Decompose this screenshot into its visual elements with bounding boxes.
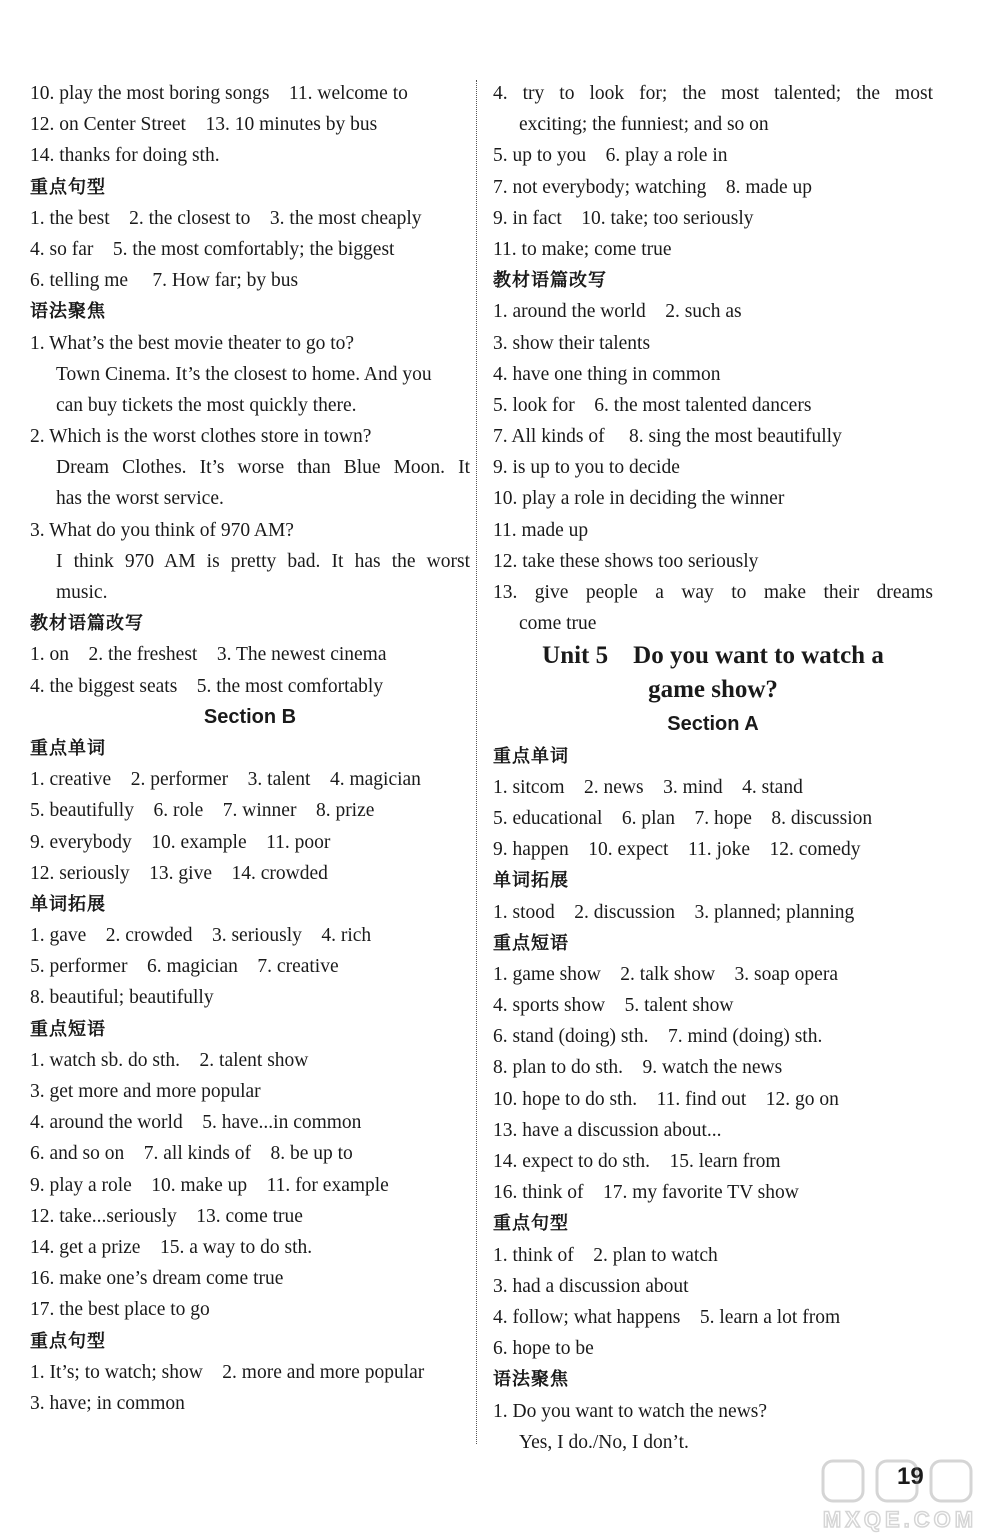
- answer-line: Town Cinema. It’s the closest to home. And you: [56, 363, 432, 385]
- section-heading: 重点单词: [30, 737, 106, 759]
- section-heading: 重点短语: [30, 1018, 106, 1040]
- answer-line: 13. give people a way to make their dreams: [493, 582, 933, 603]
- answer-line: 1. It’s; to watch; show 2. more and more popular: [30, 1361, 425, 1383]
- answer-line: 6. and so on 7. all kinds of 8. be up to: [30, 1143, 353, 1165]
- answer-line: 16. make one’s dream come true: [30, 1268, 284, 1290]
- answer-line: 10. play the most boring songs 11. welcome to: [30, 83, 408, 104]
- answer-line: 1. game show 2. talk show 3. soap opera: [493, 963, 838, 985]
- section-heading: 语法聚焦: [493, 1369, 569, 1391]
- answer-line: 3. have; in common: [30, 1392, 185, 1414]
- answer-line: 2. Which is the worst clothes store in town?: [30, 426, 372, 448]
- answer-line: 6. hope to be: [493, 1338, 594, 1360]
- answer-line: 9. is up to you to decide: [493, 457, 680, 479]
- answer-line: 12. take...seriously 13. come true: [30, 1205, 303, 1227]
- answer-line: Yes, I do./No, I don’t.: [519, 1431, 689, 1453]
- answer-line: 1. gave 2. crowded 3. seriously 4. rich: [30, 925, 372, 947]
- answer-line: 5. up to you 6. play a role in: [493, 145, 728, 167]
- unit-title-line: Unit 5 Do you want to watch a: [542, 642, 884, 670]
- answer-line: exciting; the funniest; and so on: [519, 114, 769, 136]
- answer-line: 9. happen 10. expect 11. joke 12. comedy: [493, 839, 861, 861]
- answer-line: 12. on Center Street 13. 10 minutes by bus: [30, 114, 378, 136]
- section-heading: 重点单词: [493, 745, 569, 767]
- answer-line: 4. around the world 5. have...in common: [30, 1112, 362, 1134]
- section-title: Section B: [203, 705, 297, 728]
- answer-line: 1. the best 2. the closest to 3. the most cheaply: [30, 207, 422, 229]
- answer-line: 3. get more and more popular: [30, 1081, 261, 1102]
- answer-line: 11. made up: [493, 519, 589, 541]
- section-heading: 重点句型: [30, 176, 106, 198]
- answer-line: 12. take these shows too seriously: [493, 550, 759, 572]
- left-column: [30, 78, 470, 1419]
- answer-line: can buy tickets the most quickly there.: [56, 394, 357, 416]
- answer-line: 4. follow; what happens 5. learn a lot from: [493, 1306, 841, 1328]
- section-heading: 教材语篇改写: [30, 613, 144, 635]
- answer-line: 3. What do you think of 970 AM?: [30, 519, 294, 541]
- answer-line: has the worst service.: [56, 488, 224, 510]
- section-title: Section A: [667, 713, 759, 736]
- answer-line: 3. had a discussion about: [493, 1275, 689, 1297]
- answer-line: 5. beautifully 6. role 7. winner 8. prize: [30, 800, 375, 822]
- answer-line: come true: [519, 613, 597, 635]
- unit-title: [493, 639, 933, 709]
- watermark-logo: [815, 1455, 985, 1533]
- answer-line: 1. What’s the best movie theater to go to?: [30, 332, 355, 354]
- answer-line: 4. sports show 5. talent show: [493, 995, 734, 1017]
- column-divider: [476, 80, 477, 1444]
- page-number: 19: [897, 1463, 924, 1490]
- section-heading: 语法聚焦: [30, 301, 106, 323]
- answer-line: 9. everybody 10. example 11. poor: [30, 831, 331, 853]
- answer-line: 9. play a role 10. make up 11. for example: [30, 1174, 389, 1196]
- answer-line: 16. think of 17. my favorite TV show: [493, 1182, 799, 1204]
- answer-line: 1. sitcom 2. news 3. mind 4. stand: [493, 776, 803, 798]
- section-heading: 重点句型: [30, 1330, 106, 1352]
- section-heading: 教材语篇改写: [493, 270, 607, 292]
- answer-line: 5. performer 6. magician 7. creative: [30, 956, 339, 978]
- answer-line: 4. have one thing in common: [493, 363, 721, 385]
- answer-line: 1. stood 2. discussion 3. planned; planning: [493, 901, 855, 923]
- answer-line: 5. look for 6. the most talented dancers: [493, 394, 812, 416]
- answer-line: 5. educational 6. plan 7. hope 8. discussion: [493, 807, 873, 829]
- answer-line: 8. plan to do sth. 9. watch the news: [493, 1057, 783, 1079]
- answer-line: 6. stand (doing) sth. 7. mind (doing) sth.: [493, 1026, 823, 1048]
- section-heading: 重点短语: [493, 932, 569, 954]
- answer-line: 14. get a prize 15. a way to do sth.: [30, 1236, 313, 1258]
- answer-line: 1. around the world 2. such as: [493, 301, 742, 323]
- section-heading: 单词拓展: [30, 893, 106, 915]
- unit-title-line: game show?: [648, 676, 778, 704]
- answer-line: 10. hope to do sth. 11. find out 12. go on: [493, 1088, 839, 1110]
- answer-line: 4. try to look for; the most talented; the most: [493, 83, 933, 104]
- answer-line: music.: [56, 582, 108, 603]
- answer-line: 9. in fact 10. take; too seriously: [493, 207, 754, 229]
- answer-line: 14. thanks for doing sth.: [30, 145, 220, 167]
- answer-line: 1. Do you want to watch the news?: [493, 1400, 768, 1422]
- answer-line: 13. have a discussion about...: [493, 1119, 722, 1141]
- answer-line: 4. the biggest seats 5. the most comfortably: [30, 675, 384, 697]
- answer-line: 17. the best place to go: [30, 1299, 210, 1321]
- section-heading: 重点句型: [493, 1213, 569, 1235]
- answer-line: 1. think of 2. plan to watch: [493, 1244, 718, 1266]
- answer-line: 1. creative 2. performer 3. talent 4. magician: [30, 769, 421, 791]
- answer-line: 14. expect to do sth. 15. learn from: [493, 1151, 781, 1172]
- right-column: [493, 78, 933, 1458]
- answer-line: 4. so far 5. the most comfortably; the biggest: [30, 238, 395, 260]
- watermark-text: MXQE.COM: [822, 1507, 978, 1532]
- section-heading: 单词拓展: [493, 870, 569, 892]
- answer-line: Dream Clothes. It’s worse than Blue Moon. It: [56, 457, 470, 479]
- answer-line: 7. All kinds of 8. sing the most beautifully: [493, 426, 842, 448]
- answer-line: 8. beautiful; beautifully: [30, 987, 214, 1009]
- answer-line: 1. on 2. the freshest 3. The newest cinema: [30, 644, 387, 666]
- answer-line: 7. not everybody; watching 8. made up: [493, 176, 812, 198]
- answer-line: I think 970 AM is pretty bad. It has the worst: [56, 550, 470, 572]
- answer-line: 12. seriously 13. give 14. crowded: [30, 862, 328, 884]
- answer-line: 1. watch sb. do sth. 2. talent show: [30, 1049, 309, 1071]
- answer-line: 11. to make; come true: [493, 238, 672, 260]
- answer-line: 3. show their talents: [493, 332, 651, 354]
- answer-line: 10. play a role in deciding the winner: [493, 488, 785, 510]
- answer-line: 6. telling me 7. How far; by bus: [30, 270, 299, 292]
